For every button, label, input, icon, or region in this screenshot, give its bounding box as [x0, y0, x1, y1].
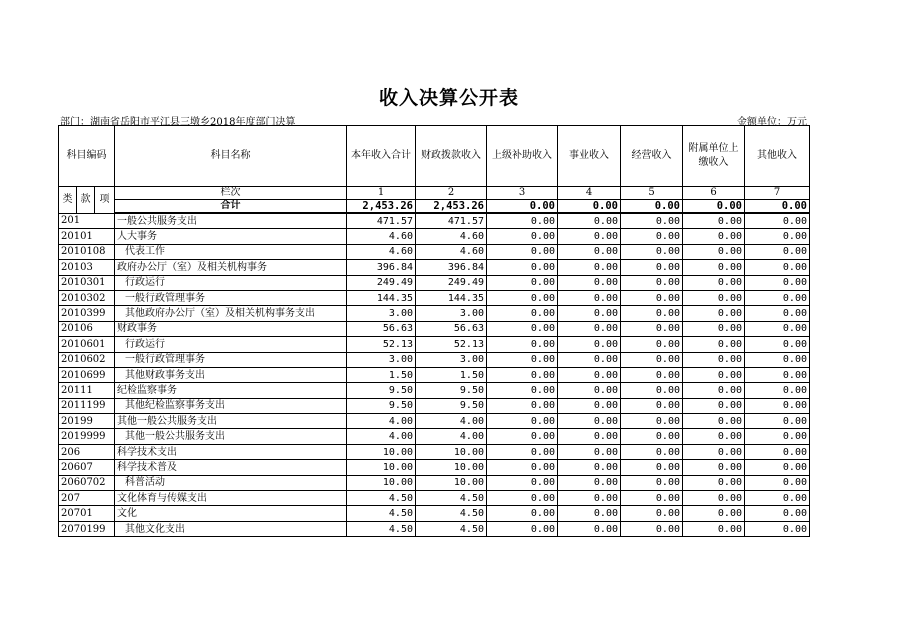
row-c6: 0.00: [683, 444, 745, 459]
row-c7: 0.00: [745, 383, 810, 398]
page-title: 收入决算公开表: [378, 87, 519, 109]
column-number-row: [59, 187, 810, 200]
row-c2: 10.00: [416, 475, 487, 490]
row-name: 代表工作: [115, 244, 347, 259]
row-c3: 0.00: [487, 460, 558, 475]
row-c4: 0.00: [558, 506, 621, 521]
row-c3: 0.00: [487, 491, 558, 506]
row-code: 20701: [59, 506, 115, 521]
table-row: [59, 337, 810, 352]
total-row: [59, 200, 810, 214]
row-c6: 0.00: [683, 475, 745, 490]
row-name: 其他一般公共服务支出: [115, 414, 347, 429]
row-c7: 0.00: [745, 491, 810, 506]
header-c1: 本年收入合计: [347, 126, 416, 187]
row-c2: 3.00: [416, 352, 487, 367]
table-row: [59, 414, 810, 429]
row-c7: 0.00: [745, 475, 810, 490]
row-code: 2010399: [59, 306, 115, 321]
header-xiang: 项: [95, 187, 115, 214]
header-row: [59, 126, 810, 187]
row-c3: 0.00: [487, 290, 558, 305]
row-c6: 0.00: [683, 290, 745, 305]
row-c3: 0.00: [487, 367, 558, 382]
row-c3: 0.00: [487, 383, 558, 398]
row-c5: 0.00: [621, 475, 683, 490]
header-c4: 事业收入: [558, 126, 621, 187]
row-c2: 249.49: [416, 275, 487, 290]
row-c5: 0.00: [621, 275, 683, 290]
col-num-3: 3: [487, 187, 558, 200]
row-name: 财政事务: [115, 321, 347, 336]
row-c3: 0.00: [487, 414, 558, 429]
table-row: [59, 213, 810, 229]
row-code: 20111: [59, 383, 115, 398]
row-c6: 0.00: [683, 383, 745, 398]
row-c5: 0.00: [621, 429, 683, 444]
row-c2: 4.00: [416, 429, 487, 444]
row-c6: 0.00: [683, 521, 745, 536]
row-c1: 396.84: [347, 260, 416, 275]
row-name: 文化: [115, 506, 347, 521]
row-c2: 4.50: [416, 491, 487, 506]
table-row: [59, 398, 810, 413]
table-row: [59, 506, 810, 521]
row-c1: 9.50: [347, 398, 416, 413]
table-row: [59, 460, 810, 475]
row-c7: 0.00: [745, 290, 810, 305]
row-c3: 0.00: [487, 275, 558, 290]
row-c7: 0.00: [745, 367, 810, 382]
row-c5: 0.00: [621, 444, 683, 459]
header-lanci: 栏次: [115, 187, 347, 200]
row-name: 人大事务: [115, 229, 347, 244]
row-c4: 0.00: [558, 321, 621, 336]
row-c2: 4.60: [416, 229, 487, 244]
row-name: 纪检监察事务: [115, 383, 347, 398]
table-row: [59, 260, 810, 275]
row-c1: 3.00: [347, 352, 416, 367]
row-c1: 1.50: [347, 367, 416, 382]
table-row: [59, 306, 810, 321]
row-c1: 249.49: [347, 275, 416, 290]
row-c5: 0.00: [621, 244, 683, 259]
header-c5: 经营收入: [621, 126, 683, 187]
row-c1: 4.50: [347, 521, 416, 536]
row-c5: 0.00: [621, 321, 683, 336]
row-name: 一般行政管理事务: [115, 290, 347, 305]
row-code: 2010108: [59, 244, 115, 259]
row-name: 其他纪检监察事务支出: [115, 398, 347, 413]
table-row: [59, 429, 810, 444]
row-c5: 0.00: [621, 414, 683, 429]
row-code: 2011199: [59, 398, 115, 413]
row-c7: 0.00: [745, 444, 810, 459]
row-c4: 0.00: [558, 521, 621, 536]
row-name: 行政运行: [115, 275, 347, 290]
row-code: 2010601: [59, 337, 115, 352]
row-c4: 0.00: [558, 213, 621, 229]
row-c5: 0.00: [621, 460, 683, 475]
row-c1: 10.00: [347, 444, 416, 459]
table-row: [59, 383, 810, 398]
row-c6: 0.00: [683, 213, 745, 229]
table-row: [59, 321, 810, 336]
row-c6: 0.00: [683, 337, 745, 352]
row-name: 政府办公厅（室）及相关机构事务: [115, 260, 347, 275]
row-c1: 4.50: [347, 506, 416, 521]
row-c1: 4.60: [347, 244, 416, 259]
header-c7: 其他收入: [745, 126, 810, 187]
col-num-6: 6: [683, 187, 745, 200]
row-c5: 0.00: [621, 306, 683, 321]
row-c7: 0.00: [745, 429, 810, 444]
header-c6: 附属单位上缴收入: [683, 126, 745, 187]
row-c7: 0.00: [745, 337, 810, 352]
row-c4: 0.00: [558, 244, 621, 259]
row-c4: 0.00: [558, 460, 621, 475]
row-c1: 56.63: [347, 321, 416, 336]
total-c3: 0.00: [487, 200, 558, 214]
header-kuan: 款: [77, 187, 95, 214]
row-code: 2010302: [59, 290, 115, 305]
row-c7: 0.00: [745, 275, 810, 290]
row-c1: 10.00: [347, 475, 416, 490]
row-c6: 0.00: [683, 506, 745, 521]
row-c7: 0.00: [745, 321, 810, 336]
row-c4: 0.00: [558, 290, 621, 305]
row-c3: 0.00: [487, 213, 558, 229]
row-code: 2019999: [59, 429, 115, 444]
row-c1: 4.00: [347, 414, 416, 429]
row-name: 其他一般公共服务支出: [115, 429, 347, 444]
row-code: 2070199: [59, 521, 115, 536]
row-c6: 0.00: [683, 229, 745, 244]
row-c7: 0.00: [745, 506, 810, 521]
row-c2: 144.35: [416, 290, 487, 305]
header-code: 科目编码: [59, 126, 115, 187]
row-code: 20199: [59, 414, 115, 429]
row-name: 科学技术普及: [115, 460, 347, 475]
total-c1: 2,453.26: [347, 200, 416, 214]
row-name: 其他财政事务支出: [115, 367, 347, 382]
row-code: 20106: [59, 321, 115, 336]
row-c1: 471.57: [347, 213, 416, 229]
header-lei: 类: [59, 187, 77, 214]
row-c3: 0.00: [487, 306, 558, 321]
table-row: [59, 275, 810, 290]
header-c3: 上级补助收入: [487, 126, 558, 187]
row-name: 其他政府办公厅（室）及相关机构事务支出: [115, 306, 347, 321]
row-c3: 0.00: [487, 398, 558, 413]
row-c4: 0.00: [558, 491, 621, 506]
row-c7: 0.00: [745, 213, 810, 229]
row-c3: 0.00: [487, 321, 558, 336]
row-c6: 0.00: [683, 398, 745, 413]
total-c5: 0.00: [621, 200, 683, 214]
row-c4: 0.00: [558, 475, 621, 490]
table-row: [59, 491, 810, 506]
row-c7: 0.00: [745, 229, 810, 244]
row-c2: 10.00: [416, 460, 487, 475]
row-c6: 0.00: [683, 306, 745, 321]
row-c5: 0.00: [621, 506, 683, 521]
row-c7: 0.00: [745, 521, 810, 536]
row-c3: 0.00: [487, 506, 558, 521]
row-c7: 0.00: [745, 414, 810, 429]
row-name: 其他文化支出: [115, 521, 347, 536]
row-c4: 0.00: [558, 398, 621, 413]
row-c5: 0.00: [621, 398, 683, 413]
row-c6: 0.00: [683, 260, 745, 275]
row-c6: 0.00: [683, 352, 745, 367]
row-code: 20103: [59, 260, 115, 275]
row-code: 2010699: [59, 367, 115, 382]
row-code: 2060702: [59, 475, 115, 490]
row-c4: 0.00: [558, 367, 621, 382]
row-c6: 0.00: [683, 429, 745, 444]
row-c6: 0.00: [683, 321, 745, 336]
row-code: 207: [59, 491, 115, 506]
row-c3: 0.00: [487, 260, 558, 275]
row-c3: 0.00: [487, 429, 558, 444]
row-c2: 1.50: [416, 367, 487, 382]
row-c4: 0.00: [558, 337, 621, 352]
row-c2: 3.00: [416, 306, 487, 321]
row-c4: 0.00: [558, 383, 621, 398]
row-c1: 4.50: [347, 491, 416, 506]
row-c6: 0.00: [683, 414, 745, 429]
unit-label: 金额单位：万元: [737, 117, 807, 128]
total-c6: 0.00: [683, 200, 745, 214]
row-name: 文化体育与传媒支出: [115, 491, 347, 506]
income-table: [58, 125, 810, 537]
table-row: [59, 444, 810, 459]
row-c4: 0.00: [558, 275, 621, 290]
row-c5: 0.00: [621, 383, 683, 398]
row-c7: 0.00: [745, 352, 810, 367]
row-c3: 0.00: [487, 337, 558, 352]
row-name: 一般行政管理事务: [115, 352, 347, 367]
table-row: [59, 229, 810, 244]
row-c3: 0.00: [487, 475, 558, 490]
total-c2: 2,453.26: [416, 200, 487, 214]
col-num-7: 7: [745, 187, 810, 200]
col-num-1: 1: [347, 187, 416, 200]
col-num-2: 2: [416, 187, 487, 200]
row-c4: 0.00: [558, 229, 621, 244]
row-code: 20101: [59, 229, 115, 244]
row-c1: 10.00: [347, 460, 416, 475]
row-name: 一般公共服务支出: [115, 213, 347, 229]
row-c2: 4.60: [416, 244, 487, 259]
row-c2: 9.50: [416, 383, 487, 398]
row-c4: 0.00: [558, 260, 621, 275]
row-c6: 0.00: [683, 491, 745, 506]
department-label: 部门：湖南省岳阳市平江县三墩乡2018年度部门决算: [60, 117, 296, 128]
row-c2: 9.50: [416, 398, 487, 413]
table-row: [59, 367, 810, 382]
col-num-4: 4: [558, 187, 621, 200]
row-code: 206: [59, 444, 115, 459]
row-c1: 144.35: [347, 290, 416, 305]
row-code: 2010602: [59, 352, 115, 367]
row-c2: 471.57: [416, 213, 487, 229]
table-row: [59, 475, 810, 490]
row-c2: 10.00: [416, 444, 487, 459]
row-c6: 0.00: [683, 367, 745, 382]
row-c5: 0.00: [621, 213, 683, 229]
row-c2: 4.50: [416, 506, 487, 521]
row-c2: 56.63: [416, 321, 487, 336]
row-name: 行政运行: [115, 337, 347, 352]
total-label: 合计: [115, 200, 347, 214]
row-c2: 4.00: [416, 414, 487, 429]
row-name: 科学技术支出: [115, 444, 347, 459]
total-c7: 0.00: [745, 200, 810, 214]
row-c5: 0.00: [621, 337, 683, 352]
row-c4: 0.00: [558, 429, 621, 444]
row-c3: 0.00: [487, 244, 558, 259]
row-c2: 4.50: [416, 521, 487, 536]
row-c5: 0.00: [621, 229, 683, 244]
row-c4: 0.00: [558, 352, 621, 367]
header-c2: 财政拨款收入: [416, 126, 487, 187]
row-c3: 0.00: [487, 229, 558, 244]
row-c2: 396.84: [416, 260, 487, 275]
row-c1: 52.13: [347, 337, 416, 352]
row-c4: 0.00: [558, 306, 621, 321]
row-c3: 0.00: [487, 444, 558, 459]
row-name: 科普活动: [115, 475, 347, 490]
row-c6: 0.00: [683, 244, 745, 259]
row-c6: 0.00: [683, 460, 745, 475]
row-c4: 0.00: [558, 444, 621, 459]
row-c3: 0.00: [487, 521, 558, 536]
header-name: 科目名称: [115, 126, 347, 187]
row-c7: 0.00: [745, 398, 810, 413]
table-row: [59, 290, 810, 305]
table-row: [59, 352, 810, 367]
row-c7: 0.00: [745, 460, 810, 475]
row-c3: 0.00: [487, 352, 558, 367]
row-c7: 0.00: [745, 306, 810, 321]
row-c2: 52.13: [416, 337, 487, 352]
row-c5: 0.00: [621, 260, 683, 275]
row-c5: 0.00: [621, 521, 683, 536]
table-row: [59, 244, 810, 259]
row-c6: 0.00: [683, 275, 745, 290]
row-c1: 9.50: [347, 383, 416, 398]
row-c7: 0.00: [745, 260, 810, 275]
row-c4: 0.00: [558, 414, 621, 429]
row-c1: 4.60: [347, 229, 416, 244]
row-code: 2010301: [59, 275, 115, 290]
row-c5: 0.00: [621, 352, 683, 367]
row-c7: 0.00: [745, 244, 810, 259]
row-code: 201: [59, 213, 115, 229]
row-c5: 0.00: [621, 491, 683, 506]
row-c5: 0.00: [621, 367, 683, 382]
col-num-5: 5: [621, 187, 683, 200]
row-c1: 4.00: [347, 429, 416, 444]
table-row: [59, 521, 810, 536]
total-c4: 0.00: [558, 200, 621, 214]
row-c5: 0.00: [621, 290, 683, 305]
row-c1: 3.00: [347, 306, 416, 321]
row-code: 20607: [59, 460, 115, 475]
